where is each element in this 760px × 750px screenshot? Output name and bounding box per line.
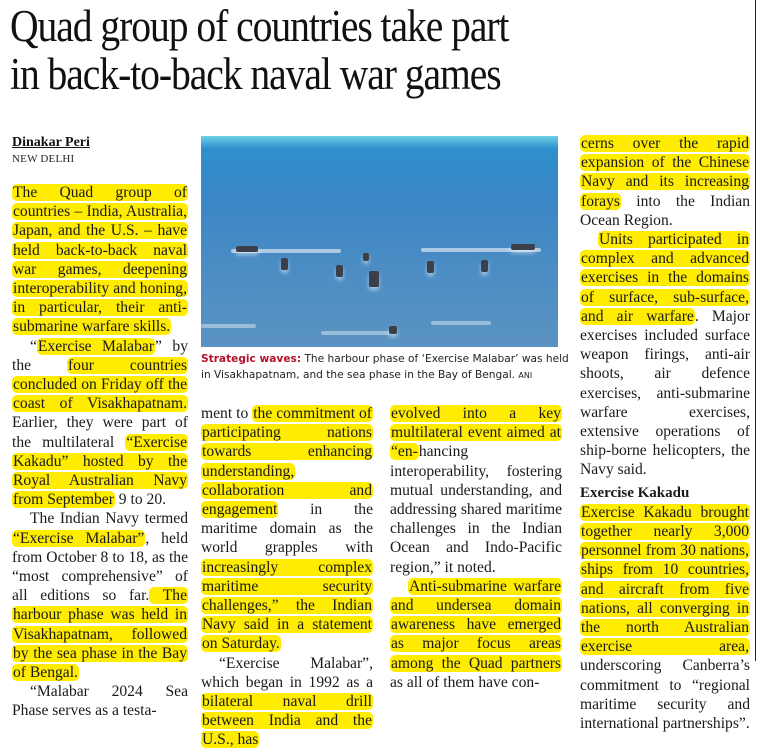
ship-icon xyxy=(236,246,258,252)
paragraph: Anti-submarine warfare and undersea domain awareness have emerged as major focus areas among the Quad partners as all of them have con- xyxy=(390,577,561,691)
column-2 xyxy=(201,404,373,750)
highlight: Exercise Malabar xyxy=(37,337,155,355)
highlight: Exercise Kakadu brought together nearly 3,000 personnel from 30 nations, ships from 10 countries, and aircraft from five nations, all converging in the north Australian exercise area, xyxy=(581,503,749,656)
subheading: Exercise Kakadu xyxy=(580,484,690,501)
paragraph xyxy=(12,183,188,337)
highlight: the commitment of participating nations towards enhancing understanding, collaboration and engagement xyxy=(202,405,372,519)
paragraph: cerns over the rapid expansion of the Chinese Navy and its increasing forays into the Indian Ocean Region. xyxy=(580,135,750,229)
highlight: four countries concluded on Friday off the coast of Visakhapatnam. xyxy=(13,356,187,413)
caption-lead: Strategic waves: xyxy=(201,353,302,365)
highlight: bilateral naval drill between India and the U.S., has xyxy=(202,693,372,749)
ship-wake xyxy=(201,324,256,328)
news-photo[interactable] xyxy=(201,136,558,347)
column-3 xyxy=(390,404,562,692)
ship-icon xyxy=(481,260,488,272)
highlight: The Quad group of countries – India, Australia, Japan, and the U.S. – have held back-to-back naval war games, deepening interoperability and honing, in particular, their anti-submarine warfare skills. xyxy=(13,184,187,336)
ship-icon xyxy=(369,271,379,287)
paragraph: Exercise Kakadu brought together nearly 3,000 personnel from 30 nations, ships from 10 countries, and aircraft from five nations, all converging in the north Australian exercise area, underscoring Canberra’s commitment to “regional maritime security and international partnerships”. xyxy=(580,503,750,733)
photo-credit: ANI xyxy=(518,371,533,380)
paragraph: “Malabar 2024 Sea Phase serves as a testa- xyxy=(12,683,188,720)
ship-icon xyxy=(427,261,434,273)
highlight: The harbour phase was held in Visakhapatnam, followed by the sea phase in the Bay of Bengal. xyxy=(13,587,187,682)
ship-icon xyxy=(511,244,535,250)
dateline: NEW DELHI xyxy=(12,153,75,165)
highlight: Units participated in complex and advanced exercises in the domains of surface, sub-surface, and air warfare xyxy=(581,231,749,325)
highlight: cerns over the rapid expansion of the Chinese Navy and its increasing forays xyxy=(581,135,749,210)
paragraph: Units participated in complex and advanced exercises in the domains of surface, sub-surface, and air warfare. Major exercises included surface weapon firings, anti-air shoots, air defence exercises, anti-submarine warfare exercises, extensive operations of ship-borne helicopters, the Navy said. xyxy=(580,231,750,479)
headline xyxy=(10,2,661,98)
column-4 xyxy=(580,134,750,733)
highlight: Anti-submarine warfare and undersea domain awareness have emerged as major focus areas among the Quad partners xyxy=(391,577,561,672)
paragraph: ment to the commitment of participating nations towards enhancing understanding, collaboration and engagement in the maritime domain as the world grapples with increasingly complex maritime security challenges,” the Indian Navy said in a statement on Saturday. xyxy=(201,405,373,653)
caption-text: The harbour phase of ‘Exercise Malabar’ was held in Visakhapatnam, and the sea phase in the Bay of Bengal. xyxy=(201,353,569,381)
ship-icon xyxy=(281,258,288,270)
ship-icon xyxy=(336,265,343,277)
byline[interactable]: Dinakar Peri xyxy=(12,135,90,150)
column-divider xyxy=(755,0,756,661)
highlight: evolved into a key multilateral event aimed at “en- xyxy=(391,405,561,461)
highlight: “Exercise Malabar” xyxy=(13,529,145,547)
paragraph: “Exercise Malabar”, which began in 1992 as a bilateral naval drill between India and the U.S., has xyxy=(201,654,373,749)
column-1 xyxy=(12,183,188,721)
headline-line-1: Quad group of countries take part xyxy=(10,1,509,51)
ship-icon xyxy=(389,326,397,334)
highlight: “Exercise Kakadu” hosted by the Royal Australian Navy from September xyxy=(13,433,187,509)
paragraph: “Exercise Malabar” by the four countries concluded on Friday off the coast of Visakhapatnam. Earlier, they were part of the multilateral “Exercise Kakadu” hosted by the Royal Australian Navy from September 9 to 20. xyxy=(12,337,188,509)
ship-icon xyxy=(363,253,369,261)
paragraph: evolved into a key multilateral event aimed at “en-hancing interoperability, fostering mutual understanding, and addressing shared maritime challenges in the Indian Ocean and Indo-Pacific region,” it noted. xyxy=(390,405,562,576)
paragraph: The Indian Navy termed “Exercise Malabar”, held from October 8 to 18, as the “most comprehensive” of all editions so far. The harbour phase was held in Visakhapatnam, followed by the sea phase in the Bay of Bengal. xyxy=(12,510,188,682)
photo-caption xyxy=(201,351,571,384)
ship-wake xyxy=(321,331,391,335)
ship-wake xyxy=(431,321,491,325)
headline-line-2: in back-to-back naval war games xyxy=(10,49,501,99)
highlight: increasingly complex maritime security challenges,” the Indian Navy said in a statement on Saturday. xyxy=(202,558,372,653)
